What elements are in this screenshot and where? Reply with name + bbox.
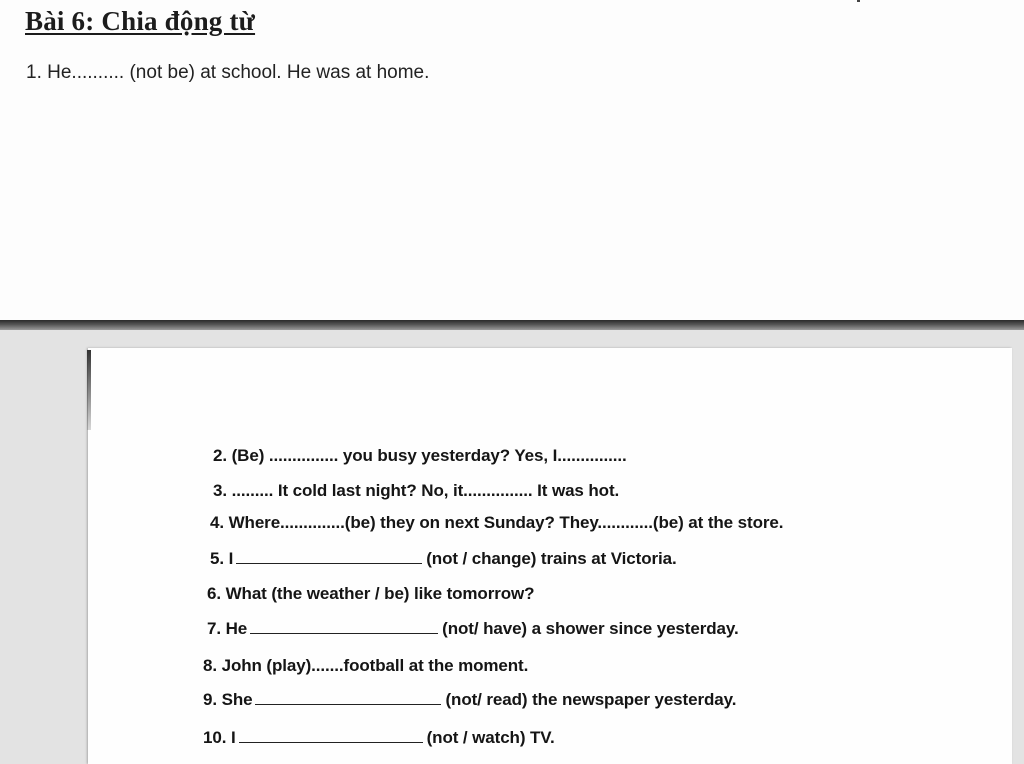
question-9 (203, 690, 736, 710)
question-7 (207, 619, 739, 639)
question-5-start: 5. I (210, 549, 234, 568)
question-10-end: (not / watch) TV. (426, 728, 555, 747)
answer-blank-10 (239, 741, 423, 743)
answer-blank-5 (236, 562, 422, 564)
page-mark (857, 0, 860, 2)
answer-blank-9 (255, 703, 441, 705)
question-5 (210, 549, 677, 569)
question-5-end: (not / change) trains at Victoria. (426, 549, 677, 568)
question-9-start: 9. She (203, 690, 253, 709)
question-10 (203, 728, 555, 748)
exercise-heading: Bài 6: Chia động từ (25, 6, 256, 36)
paper-edge-shadow (87, 350, 91, 430)
question-7-end: (not/ have) a shower since yesterday. (442, 619, 739, 638)
question-1: 1. He.......... (not be) at school. He was at home. (26, 62, 430, 83)
question-9-end: (not/ read) the newspaper yesterday. (445, 690, 737, 709)
question-4: 4. Where..............(be) they on next Sunday? They............(be) at the store. (210, 513, 784, 532)
answer-blank-7 (250, 632, 438, 634)
question-6: 6. What (the weather / be) like tomorrow? (207, 584, 535, 603)
question-2: 2. (Be) ............... you busy yesterday? Yes, I............... (213, 446, 627, 465)
question-10-start: 10. I (203, 728, 236, 747)
top-worksheet (0, 0, 1024, 322)
question-7-start: 7. He (207, 619, 248, 638)
question-3: 3. ......... It cold last night? No, it............... It was hot. (213, 481, 620, 500)
question-8: 8. John (play).......football at the moment. (203, 656, 529, 675)
photo-divider (0, 320, 1024, 330)
